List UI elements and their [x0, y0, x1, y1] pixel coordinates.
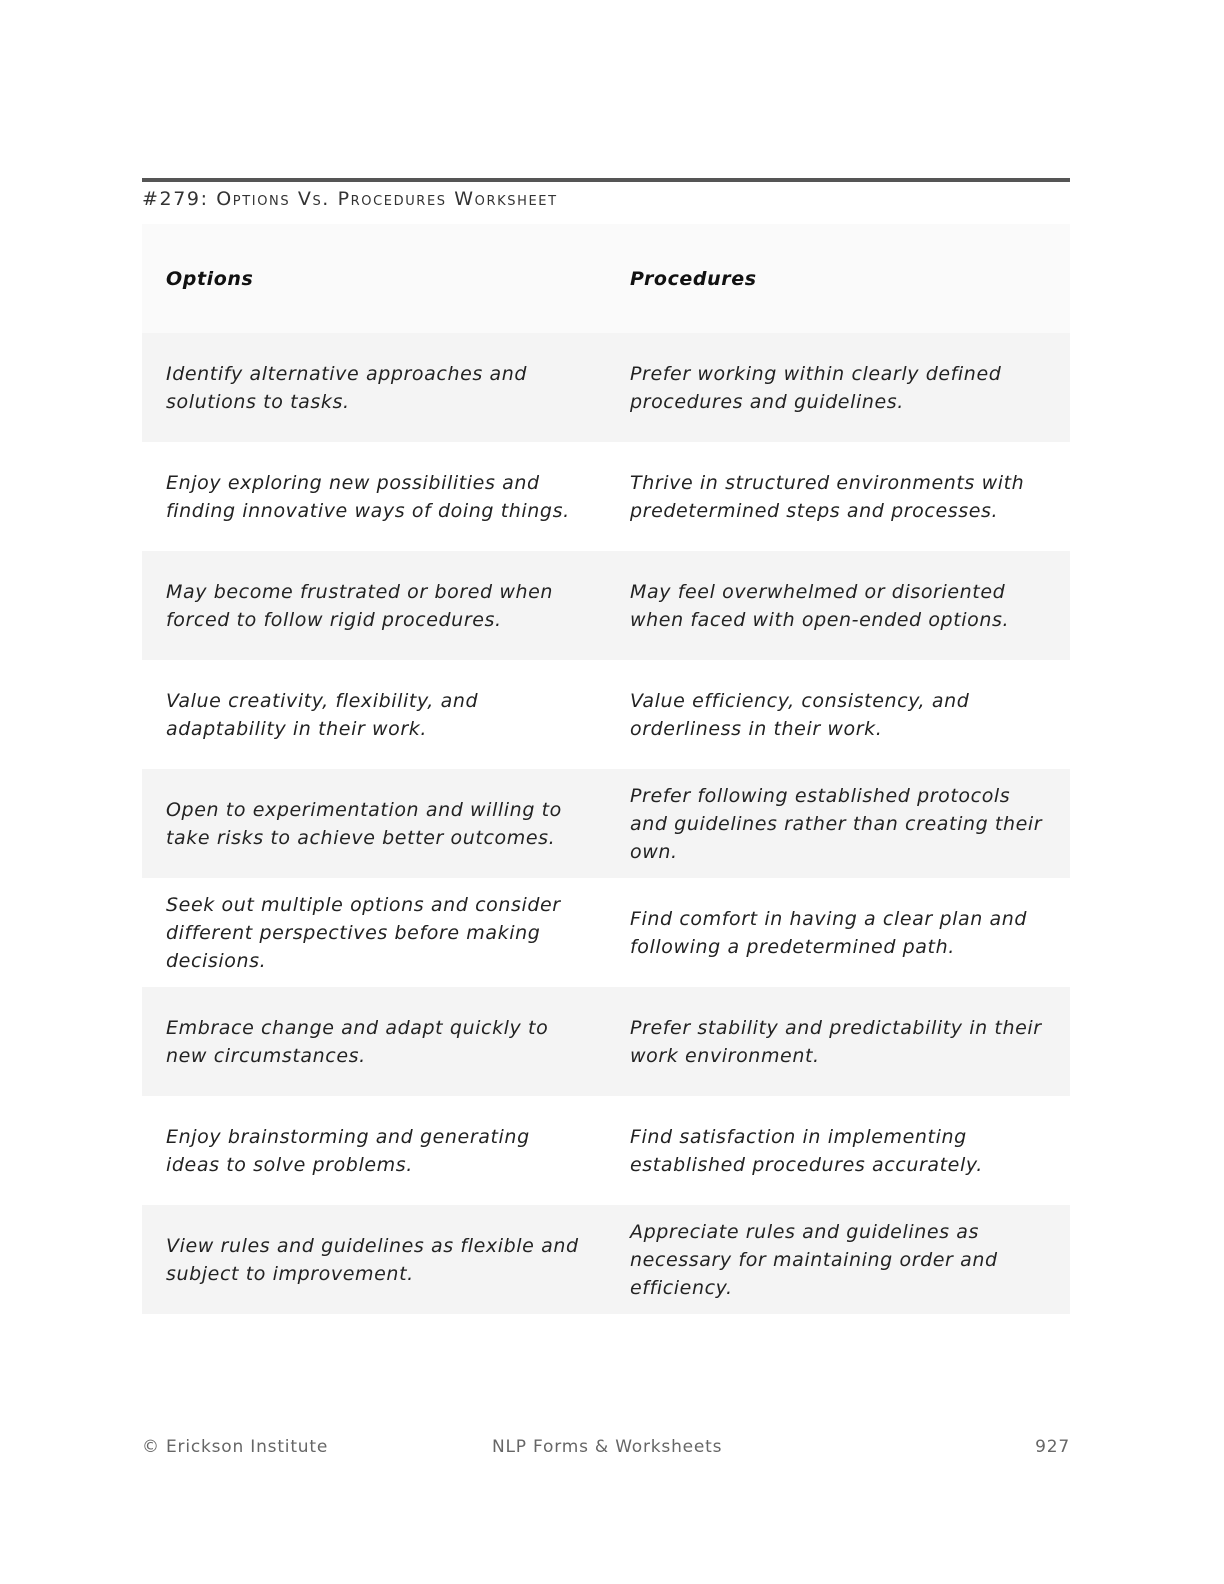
procedures-cell: Prefer stability and predictability in their work environment.	[606, 987, 1070, 1096]
options-cell: Identify alternative approaches and solutions to tasks.	[142, 333, 606, 442]
options-cell: Enjoy brainstorming and generating ideas to solve problems.	[142, 1096, 606, 1205]
options-cell: Enjoy exploring new possibilities and finding innovative ways of doing things.	[142, 442, 606, 551]
table-row	[142, 660, 1070, 769]
table-row	[142, 551, 1070, 660]
header-rule	[142, 178, 1070, 182]
footer-copyright: © Erickson Institute	[142, 1437, 329, 1457]
table-row	[142, 878, 1070, 987]
procedures-cell: Thrive in structured environments with predetermined steps and processes.	[606, 442, 1070, 551]
table-row	[142, 987, 1070, 1096]
options-cell: May become frustrated or bored when forced to follow rigid procedures.	[142, 551, 606, 660]
column-header-options: Options	[142, 224, 606, 333]
procedures-cell: Prefer working within clearly defined procedures and guidelines.	[606, 333, 1070, 442]
procedures-cell: Prefer following established protocols and guidelines rather than creating their own.	[606, 769, 1070, 878]
options-cell: Embrace change and adapt quickly to new circumstances.	[142, 987, 606, 1096]
table-row	[142, 1205, 1070, 1314]
footer-book-title: NLP Forms & Worksheets	[492, 1437, 723, 1457]
table-row	[142, 333, 1070, 442]
procedures-cell: Find satisfaction in implementing established procedures accurately.	[606, 1096, 1070, 1205]
procedures-cell: Find comfort in having a clear plan and following a predetermined path.	[606, 878, 1070, 987]
table-row	[142, 442, 1070, 551]
options-cell: Seek out multiple options and consider different perspectives before making decisions.	[142, 878, 606, 987]
column-header-procedures: Procedures	[606, 224, 1070, 333]
table-row	[142, 1096, 1070, 1205]
procedures-cell: May feel overwhelmed or disoriented when faced with open-ended options.	[606, 551, 1070, 660]
worksheet-page	[142, 178, 1070, 1314]
page-title: #279: Options Vs. Procedures Worksheet	[142, 188, 558, 210]
table-row	[142, 769, 1070, 878]
options-cell: Value creativity, flexibility, and adaptability in their work.	[142, 660, 606, 769]
options-cell: View rules and guidelines as flexible and subject to improvement.	[142, 1205, 606, 1314]
table-header-row	[142, 224, 1070, 333]
comparison-table	[142, 224, 1070, 1314]
footer-page-number: 927	[1035, 1437, 1070, 1457]
procedures-cell: Appreciate rules and guidelines as necessary for maintaining order and efficiency.	[606, 1205, 1070, 1314]
procedures-cell: Value efficiency, consistency, and orderliness in their work.	[606, 660, 1070, 769]
options-cell: Open to experimentation and willing to take risks to achieve better outcomes.	[142, 769, 606, 878]
